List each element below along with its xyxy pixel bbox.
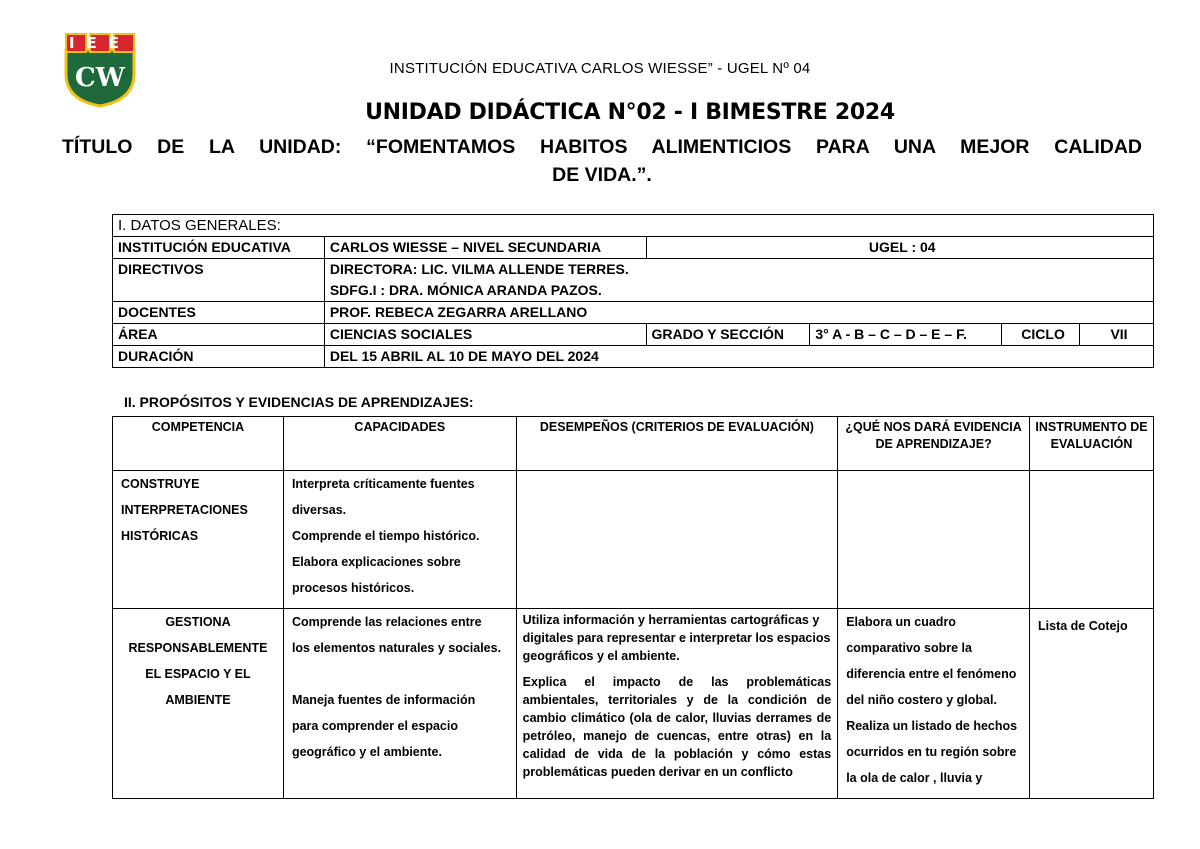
- directivos-label: DIRECTIVOS: [113, 259, 325, 302]
- institution-header: INSTITUCIÓN EDUCATIVA CARLOS WIESSE” - UGEL Nº 04: [389, 60, 811, 77]
- svg-text:IEE: IEE: [68, 34, 132, 52]
- subtitle-line-2: DE VIDA.”.: [552, 164, 652, 186]
- duracion-value: DEL 15 ABRIL AL 10 DE MAYO DEL 2024: [324, 346, 1153, 368]
- capacidades-2: Comprende las relaciones entre los elementos naturales y sociales. Maneja fuentes de información para comprender el espacio geográfico y el ambiente.: [283, 609, 516, 799]
- competencia-1: CONSTRUYE INTERPRETACIONES HISTÓRICAS: [113, 471, 284, 609]
- propositos-heading: II. PROPÓSITOS Y EVIDENCIAS DE APRENDIZAJES:: [124, 394, 474, 410]
- instrumento-2: Lista de Cotejo: [1030, 609, 1154, 799]
- grado-label: GRADO Y SECCIÓN: [646, 324, 810, 346]
- propositos-table: [112, 416, 1154, 799]
- grado-value: 3° A - B – C – D – E – F.: [810, 324, 1002, 346]
- area-value: CIENCIAS SOCIALES: [324, 324, 646, 346]
- unit-title: UNIDAD DIDÁCTICA N°02 - I BIMESTRE 2024: [365, 100, 895, 125]
- evidencia-2: Elabora un cuadro comparativo sobre la diferencia entre el fenómeno del niño costero y global. Realiza un listado de hechos ocurridos en tu región sobre la ola de calor , lluvia y: [838, 609, 1030, 799]
- institucion-label: INSTITUCIÓN EDUCATIVA: [113, 237, 325, 259]
- desempeno-explica: Explica el impacto de las problemáticas ambientales, territoriales y de la condición de cambio climático (ola de calor, lluvias derrames de petróleo, manejo de cuencas, entre otras) en la calidad de vida de la población y cómo estas problemáticas pueden derivar en un conflicto: [522, 675, 832, 779]
- col-desempenos: DESEMPEÑOS (CRITERIOS DE EVALUACIÓN): [516, 417, 838, 471]
- desempeno-utiliza: Utiliza información y herramientas cartográficas y digitales para representar e interpretar los espacios geográficos y el ambiente.: [522, 613, 831, 663]
- directora-value: DIRECTORA: LIC. VILMA ALLENDE TERRES.: [324, 259, 1153, 281]
- svg-text:CW: CW: [75, 63, 125, 93]
- capacidades-1: Interpreta críticamente fuentes diversas. Comprende el tiempo histórico. Elabora explicaciones sobre procesos históricos.: [283, 471, 516, 609]
- datos-generales-table: [112, 214, 1154, 368]
- desempenos-1: [516, 471, 838, 609]
- ugel-value: UGEL : 04: [646, 237, 1154, 259]
- subtitle-line-1: TÍTULO DE LA UNIDAD: “FOMENTAMOS HABITOS ALIMENTICIOS PARA UNA MEJOR CALIDAD: [62, 136, 1142, 158]
- col-instrumento: INSTRUMENTO DE EVALUACIÓN: [1030, 417, 1154, 471]
- col-competencia: COMPETENCIA: [113, 417, 284, 471]
- instrumento-1: [1030, 471, 1154, 609]
- desempenos-2: [516, 609, 838, 799]
- col-evidencia: ¿QUÉ NOS DARÁ EVIDENCIA DE APRENDIZAJE?: [838, 417, 1030, 471]
- sdfg-value: SDFG.I : DRA. MÓNICA ARANDA PAZOS.: [324, 280, 1153, 302]
- duracion-label: DURACIÓN: [113, 346, 325, 368]
- competencia-2: GESTIONA RESPONSABLEMENTE EL ESPACIO Y EL AMBIENTE: [113, 609, 284, 799]
- docentes-label: DOCENTES: [113, 302, 325, 324]
- institucion-value: CARLOS WIESSE – NIVEL SECUNDARIA: [324, 237, 646, 259]
- evidencia-1: [838, 471, 1030, 609]
- ciclo-label: CICLO: [1002, 324, 1080, 346]
- area-label: ÁREA: [113, 324, 325, 346]
- datos-heading: I. DATOS GENERALES:: [113, 215, 1154, 237]
- col-capacidades: CAPACIDADES: [283, 417, 516, 471]
- docente-value: PROF. REBECA ZEGARRA ARELLANO: [324, 302, 1153, 324]
- unit-subtitle: [62, 133, 1142, 189]
- ciclo-value: VII: [1080, 324, 1154, 346]
